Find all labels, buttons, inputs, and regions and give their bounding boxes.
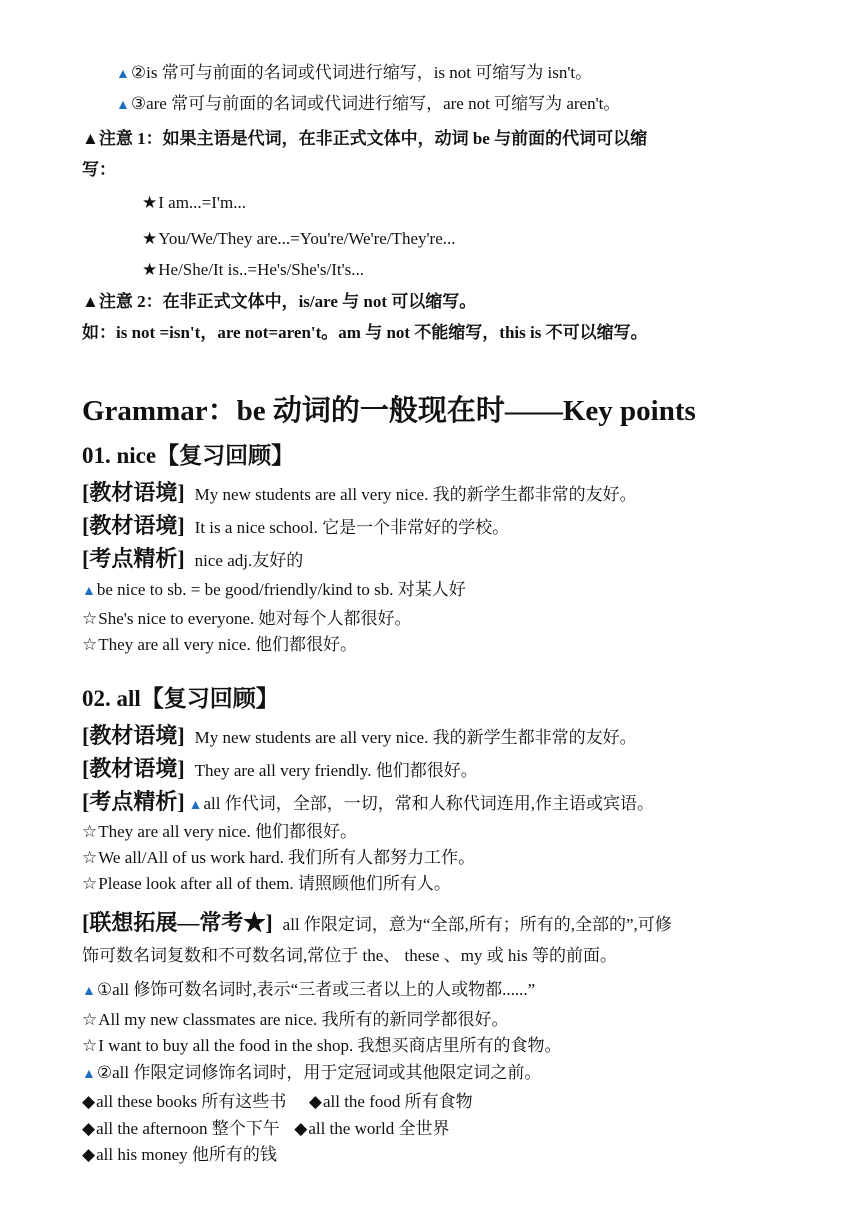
context-line-1: [教材语境] My new students are all very nice. 我的新学生都非常的友好。 — [82, 480, 637, 505]
note-1-cont: 写： — [82, 160, 116, 179]
diamond-icon: ◆ — [82, 1119, 96, 1138]
example-line: ☆They are all very nice. 他们都很好。 — [82, 635, 357, 654]
white-star-icon: ☆ — [82, 1036, 98, 1055]
blue-triangle-icon: ▲ — [188, 798, 203, 813]
section-all-title: 02. all【复习回顾】 — [82, 686, 279, 711]
white-star-icon: ☆ — [82, 1010, 98, 1029]
example-line: ☆All my new classmates are nice. 我所有的新同学都很好。 — [82, 1010, 509, 1029]
context-line-2: [教材语境] They are all very friendly. 他们都很好。 — [82, 756, 478, 781]
context-line-1: [教材语境] My new students are all very nice. 我的新学生都非常的友好。 — [82, 723, 637, 748]
note-1: ▲注意 1：如果主语是代词，在非正式文体中，动词 be 与前面的代词可以缩 — [82, 129, 648, 148]
phrase-line: ◆all these books 所有这些书 ◆all the food 所有食物 — [82, 1092, 473, 1111]
star-example-1: ★I am...=I'm... — [142, 193, 246, 212]
diamond-icon: ◆ — [82, 1092, 96, 1111]
star-example-3: ★He/She/It is..=He's/She's/It's... — [142, 260, 365, 279]
white-star-icon: ☆ — [82, 848, 98, 867]
white-star-icon: ☆ — [82, 822, 98, 841]
example-line: ☆We all/All of us work hard. 我们所有人都努力工作。 — [82, 848, 476, 867]
note-line-is: ▲②is 常可与前面的名词或代词进行缩写，is not 可缩写为 isn't。 — [116, 63, 593, 82]
grammar-title: Grammar：be 动词的一般现在时——Key points — [82, 395, 696, 427]
star-icon: ★ — [142, 260, 158, 279]
usage-line: ▲②all 作限定词修饰名词时，用于定冠词或其他限定词之前。 — [82, 1063, 542, 1082]
white-star-icon: ☆ — [82, 609, 98, 628]
usage-line: ▲be nice to sb. = be good/friendly/kind to sb. 对某人好 — [82, 580, 466, 599]
blue-triangle-icon: ▲ — [82, 584, 96, 599]
usage-line: ▲①all 修饰可数名词时,表示“三者或三者以上的人或物都......” — [82, 980, 536, 999]
white-star-icon: ☆ — [82, 874, 98, 893]
phrase-line: ◆all his money 他所有的钱 — [82, 1145, 277, 1164]
point-line: [考点精析] ▲all 作代词，全部，一切，常和人称代词连用,作主语或宾语。 — [82, 789, 655, 814]
extension-line-1: [联想拓展—常考★] all 作限定词，意为“全部,所有；所有的,全部的”,可修 — [82, 910, 672, 935]
example-line: ☆They are all very nice. 他们都很好。 — [82, 822, 357, 841]
extension-line-2: 饰可数名词复数和不可数名词,常位于 the、 these 、my 或 his 等的前面。 — [82, 946, 618, 965]
example-line: ☆I want to buy all the food in the shop. 我想买商店里所有的食物。 — [82, 1036, 562, 1055]
white-star-icon: ☆ — [82, 635, 98, 654]
phrase-line: ◆all the afternoon 整个下午 ◆all the world 全世界 — [82, 1119, 450, 1138]
star-icon: ★ — [142, 229, 158, 248]
blue-triangle-icon: ▲ — [82, 984, 96, 999]
star-example-2: ★You/We/They are...=You're/We're/They're... — [142, 229, 456, 248]
star-icon: ★ — [142, 193, 158, 212]
example-line: ☆She's nice to everyone. 她对每个人都很好。 — [82, 609, 412, 628]
blue-triangle-icon: ▲ — [116, 98, 130, 113]
blue-triangle-icon: ▲ — [116, 67, 130, 82]
example-line: ☆Please look after all of them. 请照顾他们所有人。 — [82, 874, 451, 893]
section-nice-title: 01. nice【复习回顾】 — [82, 443, 295, 468]
point-line: [考点精析] nice adj.友好的 — [82, 546, 304, 571]
context-line-2: [教材语境] It is a nice school. 它是一个非常好的学校。 — [82, 513, 510, 538]
note-line-are: ▲③are 常可与前面的名词或代词进行缩写，are not 可缩写为 aren't。 — [116, 94, 621, 113]
diamond-icon: ◆ — [308, 1092, 322, 1111]
diamond-icon: ◆ — [294, 1119, 308, 1138]
note-2-example: 如：is not =isn't，are not=aren't。am 与 not 不能缩写，this is 不可以缩写。 — [82, 323, 648, 342]
black-triangle-icon: ▲ — [82, 292, 99, 311]
diamond-icon: ◆ — [82, 1145, 96, 1164]
blue-triangle-icon: ▲ — [82, 1067, 96, 1082]
black-triangle-icon: ▲ — [82, 129, 99, 148]
note-2: ▲注意 2：在非正式文体中，is/are 与 not 可以缩写。 — [82, 292, 477, 311]
